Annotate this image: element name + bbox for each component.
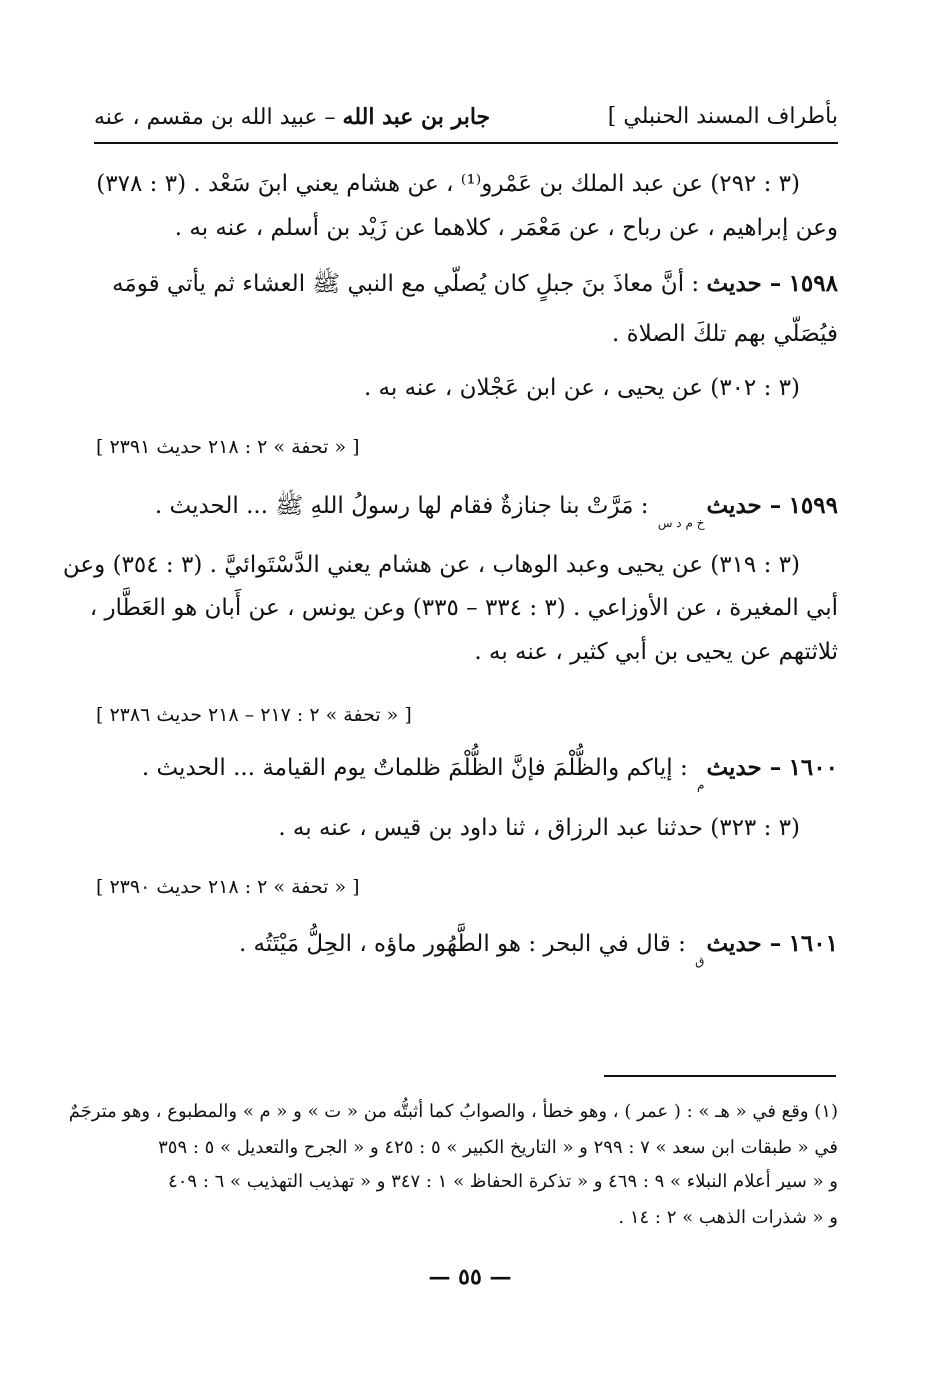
- source-line: ثلاثتهم عن يحيى بن أبي كثير ، عنه به .: [474, 639, 838, 665]
- hadith-1599: [102, 488, 838, 529]
- source-line: أبي المغيرة ، عن الأوزاعي . (٣ : ٣٣٤ – ٣٣٥) وعن يونس ، عن أَبان هو العَطَّار ،: [89, 595, 838, 621]
- tuhfa-reference: [ « تحفة » ٢ : ٢١٨ حديث ٢٣٩٠ ]: [96, 876, 360, 898]
- hadith-text: : قال في البحر : هو الطَّهُور ماؤه ، الحِلُّ مَيْتَتُه .: [238, 931, 686, 957]
- hadith-label: – حديث: [706, 754, 782, 781]
- hadith-label: – حديث: [706, 492, 782, 519]
- header-book-title: بأطراف المسند الحنبلي ]: [607, 104, 838, 129]
- running-header: [94, 96, 838, 144]
- header-narrator: [94, 104, 490, 130]
- footnote-separator: [604, 1075, 836, 1077]
- header-narrator-chain: – عبيد الله بن مقسم ، عنه: [94, 105, 336, 130]
- footnote-line: و « سير أعلام النبلاء » ٩ : ٤٦٩ و « تذكرة الحفاظ » ١ : ٣٤٧ و « تهذيب التهذيب » ٦ : ٤٠٩: [168, 1171, 838, 1192]
- hadith-label: – حديث: [706, 270, 782, 297]
- hadith-1598: [102, 266, 838, 302]
- hadith-text: : أنَّ معاذَ بنَ جبلٍ كان يُصلّي مع النبي ﷺ العشاء ثم يأتي قومَه: [112, 271, 700, 297]
- hadith-text: : إياكم والظُّلْمَ فإنَّ الظُّلْمَ ظلماتٌ يوم القيامة ... الحديث .: [141, 755, 688, 781]
- collection-symbols: ق: [695, 954, 705, 968]
- source-line: (٣ : ٣١٩) عن يحيى وعبد الوهاب ، عن هشام يعني الدَّسْتَوائيَّ . (٣ : ٣٥٤) وعن: [62, 552, 800, 578]
- footnote-line: في « طبقات ابن سعد » ٧ : ٢٩٩ و « التاريخ الكبير » ٥ : ٤٢٥ و « الجرح والتعديل » ٥ : ٣٥٩: [158, 1137, 838, 1158]
- source-line: وعن إبراهيم ، عن رباح ، عن مَعْمَر ، كلاهما عن زَيْد بن أسلم ، عنه به .: [174, 215, 838, 241]
- tuhfa-reference: [ « تحفة » ٢ : ٢١٨ حديث ٢٣٩١ ]: [96, 436, 360, 458]
- header-narrator-main: جابر بن عبد الله: [342, 104, 491, 130]
- hadith-1600: [102, 750, 838, 791]
- hadith-number: ١٦٠٠: [788, 754, 838, 781]
- hadith-text-cont: فيُصَلّي بهم تلكَ الصلاة .: [611, 321, 838, 347]
- source-line: (٣ : ٣٢٣) حدثنا عبد الرزاق ، ثنا داود بن قيس ، عنه به .: [278, 815, 800, 841]
- collection-symbols: م: [697, 778, 705, 792]
- hadith-1601: [102, 926, 838, 967]
- hadith-number: ١٥٩٨: [788, 270, 838, 297]
- collection-symbols: خ م د س: [657, 516, 705, 530]
- hadith-text: : مَرَّتْ بنا جنازةٌ فقام لها رسولُ اللهِ ﷺ ... الحديث .: [154, 493, 649, 519]
- hadith-number: ١٦٠١: [788, 930, 838, 957]
- hadith-number: ١٥٩٩: [788, 492, 838, 519]
- footnote-line: (١) وقع في « هـ » : ( عمر ) ، وهو خطأ ، والصوابُ كما أثبتُّه من « ت » و « م » والمطبوع ، وهو مترجَمٌ: [68, 1101, 838, 1122]
- source-line: (٣ : ٣٠٢) عن يحيى ، عن ابن عَجْلان ، عنه به .: [363, 375, 800, 401]
- page-number: — ٥٥ —: [428, 1264, 512, 1290]
- source-line: (٣ : ٢٩٢) عن عبد الملك بن عَمْرو⁽¹⁾ ، عن هشام يعني ابنَ سَعْد . (٣ : ٣٧٨): [96, 171, 800, 197]
- tuhfa-reference: [ « تحفة » ٢ : ٢١٧ – ٢١٨ حديث ٢٣٨٦ ]: [96, 704, 412, 726]
- footnote-line: و « شذرات الذهب » ٢ : ١٤ .: [618, 1207, 838, 1228]
- hadith-label: – حديث: [706, 930, 782, 957]
